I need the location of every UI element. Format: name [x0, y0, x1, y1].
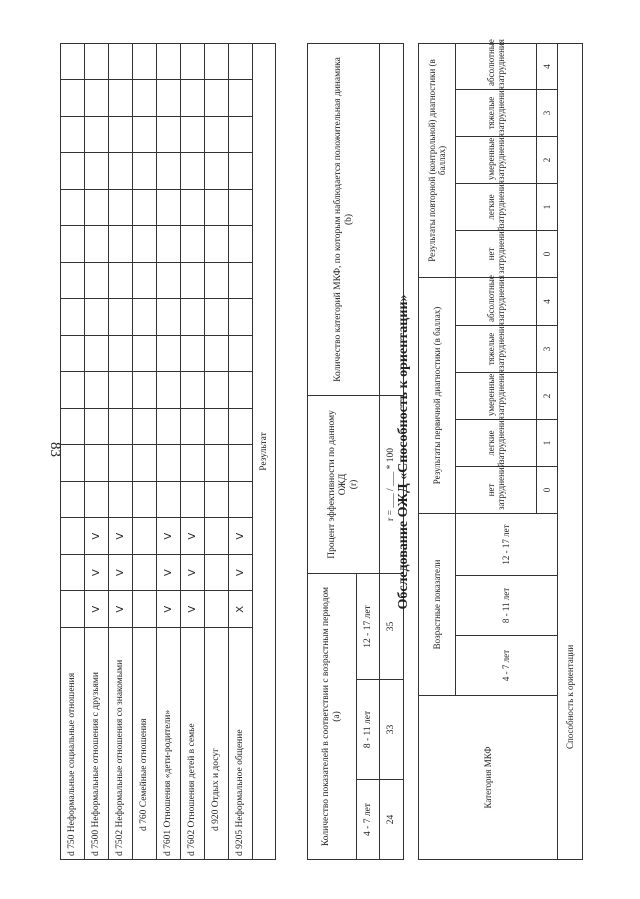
checklist-row: [133, 44, 157, 860]
score-cell: 3: [537, 326, 558, 373]
checklist-mark-cell: [181, 117, 205, 154]
count-cell: 35: [380, 573, 404, 679]
checklist-mark-cell: [205, 153, 229, 190]
checklist-mark-cell: [205, 591, 229, 628]
control-diagnostics-header: Результаты повторной (контрольной) диагностики (в баллах): [419, 43, 456, 277]
checklist-mark-cell: [133, 409, 157, 446]
checklist-row-label: d 7601 Отношения «дети-родители»: [157, 628, 181, 860]
checklist-mark-cell: [157, 445, 181, 482]
checklist-mark-cell: [181, 190, 205, 227]
checklist-mark-cell: V: [109, 518, 133, 555]
checklist-mark-cell: [85, 80, 109, 117]
checklist-mark-cell: [109, 445, 133, 482]
age-group-cell: 8 - 11 лет: [357, 680, 380, 780]
checklist-mark-cell: [109, 80, 133, 117]
checklist-mark-cell: [205, 80, 229, 117]
checklist-mark-cell: V: [109, 591, 133, 628]
checklist-mark-cell: [229, 117, 253, 154]
checklist-mark-cell: [229, 409, 253, 446]
checklist-mark-cell: V: [109, 555, 133, 592]
count-cell: 33: [380, 680, 404, 780]
age-group-cell: 4 - 7 лет: [456, 636, 558, 696]
checklist-mark-cell: [109, 117, 133, 154]
mkf-subheader: (b): [343, 213, 354, 226]
checklist-row: [181, 44, 205, 860]
checklist-mark-cell: [61, 372, 85, 409]
page-number: 83: [46, 442, 63, 457]
checklist-mark-cell: [61, 591, 85, 628]
checklist-row-label: d 7502 Неформальные отношения со знакомыми: [109, 628, 133, 860]
checklist-row: [157, 44, 181, 860]
checklist-row: [109, 44, 133, 860]
age-header: Возрастные показатели: [419, 514, 456, 696]
checklist-row: [85, 44, 109, 860]
score-cell: 1: [537, 420, 558, 467]
checklist-mark-cell: [61, 482, 85, 519]
checklist-mark-cell: [109, 190, 133, 227]
percent-subheader: (r): [348, 479, 359, 490]
checklist-mark-cell: [181, 80, 205, 117]
checklist-mark-cell: [157, 117, 181, 154]
count-cell: 24: [380, 780, 404, 860]
checklist-mark-cell: [133, 153, 157, 190]
checklist-mark-cell: [181, 226, 205, 263]
checklist-mark-cell: [181, 153, 205, 190]
checklist-mark-cell: [205, 445, 229, 482]
checklist-mark-cell: [61, 117, 85, 154]
checklist-mark-cell: [85, 336, 109, 373]
checklist-row-label: d 9205 Неформальное общение: [229, 628, 253, 860]
checklist-mark-cell: [229, 372, 253, 409]
checklist-mark-cell: [205, 117, 229, 154]
checklist-mark-cell: [109, 336, 133, 373]
checklist-mark-cell: [229, 226, 253, 263]
score-cell: 4: [537, 277, 558, 325]
age-group-cell: 4 - 7 лет: [357, 780, 380, 860]
section-title: Обследование ОЖД «Способность к ориентации»: [396, 294, 411, 610]
checklist-mark-cell: V: [85, 591, 109, 628]
checklist-mark-cell: [157, 409, 181, 446]
checklist-mark-cell: [229, 482, 253, 519]
score-cell: 4: [537, 43, 558, 89]
checklist-mark-cell: [85, 409, 109, 446]
checklist-mark-cell: [109, 372, 133, 409]
difficulty-level-cell: тяжелые затруднения: [456, 326, 537, 373]
age-group-cell: 12 - 17 лет: [357, 573, 380, 679]
checklist-row-label: d 7602 Отношения детей в семье: [181, 628, 205, 860]
rotated-document: [60, 40, 580, 860]
checklist-mark-cell: [157, 372, 181, 409]
checklist-mark-cell: [133, 226, 157, 263]
checklist-row-label: d 920 Отдых и досуг: [205, 628, 229, 860]
age-group-cell: 12 - 17 лет: [456, 514, 558, 576]
checklist-mark-cell: [85, 482, 109, 519]
checklist-mark-cell: [109, 44, 133, 81]
checklist-mark-cell: [157, 226, 181, 263]
checklist-mark-cell: [61, 263, 85, 300]
checklist-mark-cell: [229, 445, 253, 482]
checklist-mark-cell: [61, 336, 85, 373]
checklist-mark-cell: [133, 591, 157, 628]
checklist-mark-cell: V: [229, 555, 253, 592]
checklist-mark-cell: V: [157, 518, 181, 555]
checklist-row-label: d 750 Неформальные социальные отношения: [61, 628, 85, 860]
checklist-mark-cell: V: [85, 518, 109, 555]
checklist-mark-cell: [85, 117, 109, 154]
checklist-mark-cell: [181, 409, 205, 446]
checklist-mark-cell: [133, 372, 157, 409]
checklist-row: [205, 44, 229, 860]
checklist-mark-cell: [61, 153, 85, 190]
checklist-mark-cell: [85, 153, 109, 190]
checklist-mark-cell: [157, 190, 181, 227]
checklist-mark-cell: [205, 44, 229, 81]
checklist-mark-cell: [205, 226, 229, 263]
checklist-mark-cell: [109, 153, 133, 190]
checklist-mark-cell: [157, 263, 181, 300]
checklist-mark-cell: [229, 153, 253, 190]
checklist-mark-cell: [157, 80, 181, 117]
count-header-cell: [308, 573, 357, 859]
checklist-mark-cell: [85, 44, 109, 81]
checklist-mark-cell: [205, 372, 229, 409]
checklist-mark-cell: [85, 263, 109, 300]
checklist-mark-cell: [61, 518, 85, 555]
checklist-mark-cell: [109, 263, 133, 300]
checklist-mark-cell: [133, 117, 157, 154]
checklist-mark-cell: V: [157, 555, 181, 592]
checklist-mark-cell: [133, 482, 157, 519]
checklist-mark-cell: [133, 336, 157, 373]
difficulty-level-cell: легкие затруднения: [456, 183, 537, 230]
checklist-mark-cell: V: [181, 591, 205, 628]
checklist-mark-cell: [205, 336, 229, 373]
checklist-mark-cell: V: [229, 518, 253, 555]
formula-cell: r = ___ / ___ * 100: [380, 395, 404, 573]
checklist-mark-cell: [133, 518, 157, 555]
checklist-row-label: d 7500 Неформальные отношения с друзьями: [85, 628, 109, 860]
checklist-mark-cell: [109, 226, 133, 263]
checklist-mark-cell: V: [181, 518, 205, 555]
mkf-header: Количество категорий МКФ, по которым наблюдается положительная динамика: [332, 57, 343, 382]
checklist-mark-cell: [229, 44, 253, 81]
score-cell: 2: [537, 373, 558, 420]
mkf-header-cell: [308, 43, 380, 395]
checklist-mark-cell: [205, 409, 229, 446]
survey-table: [418, 39, 583, 860]
primary-diagnostics-header: Результаты первичной диагностики (в баллах): [419, 277, 456, 513]
score-cell: 2: [537, 136, 558, 183]
difficulty-level-cell: умеренные затруднения: [456, 136, 537, 183]
checklist-row: [229, 44, 253, 860]
results-table: [307, 43, 404, 860]
checklist-mark-cell: [229, 80, 253, 117]
score-cell: 1: [537, 183, 558, 230]
count-subheader: (a): [332, 711, 342, 722]
checklist-mark-cell: [133, 44, 157, 81]
checklist-mark-cell: [85, 226, 109, 263]
checklist-mark-cell: [133, 555, 157, 592]
checklist-mark-cell: [157, 153, 181, 190]
checklist-mark-cell: [205, 555, 229, 592]
age-group-cell: 8 - 11 лет: [456, 576, 558, 636]
checklist-mark-cell: [61, 409, 85, 446]
checklist-mark-cell: [157, 482, 181, 519]
difficulty-level-cell: легкие затруднения: [456, 420, 537, 467]
checklist-mark-cell: [157, 299, 181, 336]
score-cell: 0: [537, 467, 558, 514]
checklist-mark-cell: [205, 263, 229, 300]
checklist-mark-cell: [157, 336, 181, 373]
checklist-mark-cell: [61, 299, 85, 336]
checklist-mark-cell: [133, 80, 157, 117]
checklist-mark-cell: [109, 482, 133, 519]
checklist-mark-cell: [157, 44, 181, 81]
section-row: Способность к ориентации: [558, 43, 583, 859]
checklist-mark-cell: V: [85, 555, 109, 592]
score-cell: 0: [537, 230, 558, 277]
checklist-body: [61, 44, 276, 860]
count-header: Количество показателей в соответствии с возрастным периодом: [321, 586, 332, 847]
checklist-mark-cell: [85, 299, 109, 336]
checklist-mark-cell: [181, 445, 205, 482]
percent-header-cell: [308, 395, 380, 573]
checklist-mark-cell: [181, 482, 205, 519]
checklist-mark-cell: [181, 336, 205, 373]
checklist-row-label: d 760 Семейные отношения: [133, 628, 157, 860]
result-title-row: [253, 44, 276, 860]
checklist-mark-cell: [61, 445, 85, 482]
checklist-mark-cell: [133, 190, 157, 227]
checklist-mark-cell: [181, 372, 205, 409]
difficulty-level-cell: нет затруднений: [456, 230, 537, 277]
checklist-mark-cell: [229, 299, 253, 336]
checklist-mark-cell: [109, 299, 133, 336]
checklist-mark-cell: V: [157, 591, 181, 628]
checklist-mark-cell: [61, 555, 85, 592]
checklist-mark-cell: X: [229, 591, 253, 628]
checklist-mark-cell: [181, 44, 205, 81]
checklist-mark-cell: [181, 299, 205, 336]
checklist-mark-cell: [133, 299, 157, 336]
checklist-mark-cell: [205, 190, 229, 227]
checklist-mark-cell: [109, 409, 133, 446]
checklist-mark-cell: [85, 445, 109, 482]
checklist-mark-cell: [229, 190, 253, 227]
percent-header: Процент эффективности по данному ОЖД: [327, 410, 349, 559]
checklist-row: [61, 44, 85, 860]
difficulty-level-cell: абсолютные затруднения: [456, 277, 537, 325]
checklist-mark-cell: [133, 445, 157, 482]
category-header: Категория МКФ: [419, 696, 558, 860]
checklist-mark-cell: [229, 336, 253, 373]
checklist-mark-cell: [85, 372, 109, 409]
checklist-mark-cell: [85, 190, 109, 227]
checklist-mark-cell: [61, 44, 85, 81]
difficulty-level-cell: нет затруднений: [456, 467, 537, 514]
checklist-mark-cell: [181, 263, 205, 300]
checklist-mark-cell: [133, 263, 157, 300]
result-title: Результат: [253, 44, 276, 860]
checklist-mark-cell: V: [181, 555, 205, 592]
checklist-mark-cell: [61, 80, 85, 117]
difficulty-level-cell: умеренные затруднения: [456, 373, 537, 420]
score-cell: 3: [537, 89, 558, 136]
difficulty-level-cell: абсолютные затруднения: [456, 43, 537, 89]
checklist-mark-cell: [61, 190, 85, 227]
checklist-mark-cell: [205, 299, 229, 336]
checklist-mark-cell: [205, 518, 229, 555]
checklist-mark-cell: [61, 226, 85, 263]
checklist-mark-cell: [205, 482, 229, 519]
difficulty-level-cell: тяжелые затруднения: [456, 89, 537, 136]
checklist-table: [60, 43, 276, 860]
checklist-mark-cell: [229, 263, 253, 300]
